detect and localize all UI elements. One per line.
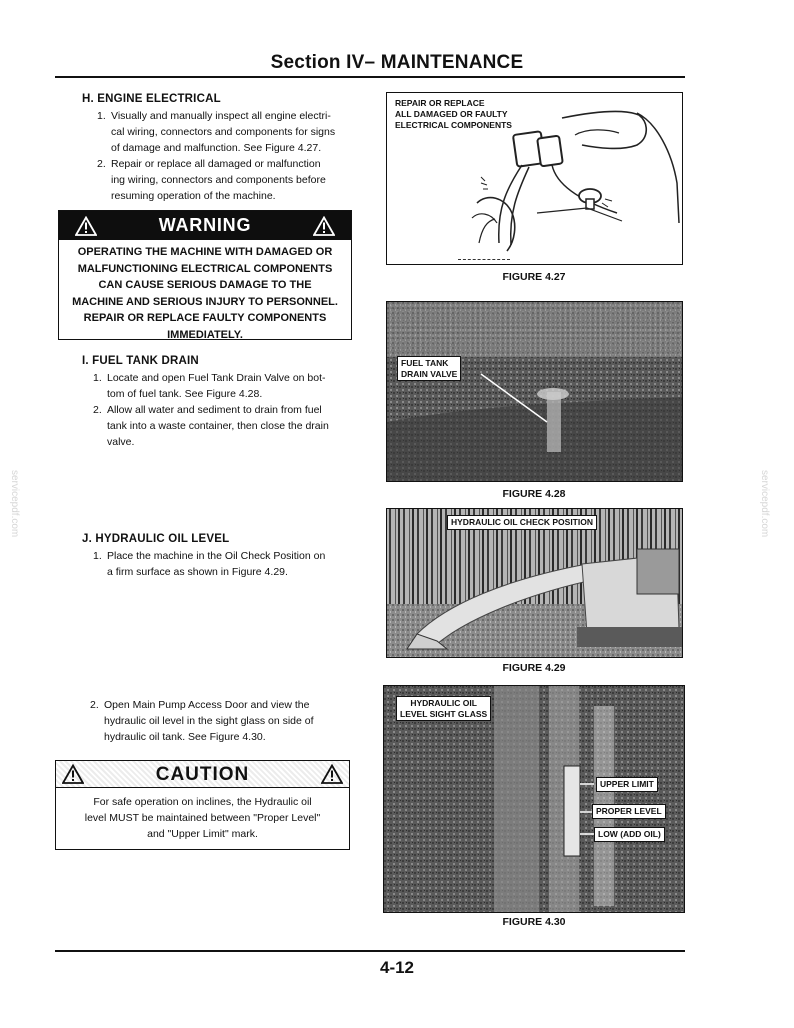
step-item: [90, 697, 355, 745]
warning-label: WARNING: [158, 215, 252, 235]
section-j-heading: J. HYDRAULIC OIL LEVEL: [82, 533, 230, 545]
figure-4-29-callout: HYDRAULIC OIL CHECK POSITION: [447, 515, 597, 530]
figure-4-28-image: [386, 301, 683, 482]
proper-level-label: PROPER LEVEL: [592, 804, 666, 819]
step-text: Visually and manually inspect all engine electri- cal wiring, connectors and components for signs of damage and malfunction. See Figure 4.27.: [111, 110, 336, 154]
upper-limit-label: UPPER LIMIT: [596, 777, 658, 792]
caution-text: [56, 788, 349, 842]
step-number: 2.: [93, 404, 102, 416]
footer-rule: [55, 950, 685, 952]
figure-4-29-image: [386, 508, 683, 658]
figure-4-27-callout: [395, 98, 545, 131]
text-line: MACHINE AND SERIOUS INJURY TO PERSONNEL.: [72, 295, 338, 308]
figure-4-27-caption: FIGURE 4.27: [502, 271, 566, 283]
warning-triangle-icon: [75, 216, 97, 236]
section-h-steps: [97, 108, 357, 204]
step-item: [93, 370, 358, 402]
figure-4-27-dashline: [458, 259, 510, 260]
text-line: ELECTRICAL COMPONENTS: [395, 120, 512, 130]
step-text: Allow all water and sediment to drain from fuel tank into a waste container, then close the drain valve.: [107, 404, 329, 448]
step-number: 1.: [97, 110, 106, 122]
step-text: Open Main Pump Access Door and view the hydraulic oil level in the sight glass on side of hydraulic oil tank. See Figure 4.30.: [104, 699, 314, 743]
caution-label: CAUTION: [155, 764, 250, 785]
caution-header: [56, 761, 349, 788]
text-line: CAN CAUSE SERIOUS DAMAGE TO THE: [98, 279, 312, 291]
warning-box: [58, 210, 352, 340]
caution-triangle-icon: [321, 764, 343, 784]
header-rule: [55, 76, 685, 78]
step-item: [97, 156, 357, 204]
step-item: [93, 548, 358, 580]
step-number: 2.: [97, 158, 106, 170]
text-line: LEVEL SIGHT GLASS: [400, 708, 488, 719]
step-number: 1.: [93, 550, 102, 562]
page-number: 4-12: [379, 958, 415, 977]
text-line: REPAIR OR REPLACE: [395, 98, 485, 108]
figure-4-30-caption: FIGURE 4.30: [502, 916, 566, 928]
text-line: OPERATING THE MACHINE WITH DAMAGED OR: [77, 246, 333, 258]
step-text: Place the machine in the Oil Check Position on a firm surface as shown in Figure 4.29.: [107, 550, 326, 578]
text-line: level MUST be maintained between "Proper Level": [84, 812, 321, 824]
section-j-steps: [93, 548, 358, 580]
text-line: MALFUNCTIONING ELECTRICAL COMPONENTS: [77, 262, 333, 275]
text-line: IMMEDIATELY.: [167, 328, 243, 341]
fuel-tank-photo: [387, 302, 683, 482]
watermark-left: servicepdf.com: [9, 470, 20, 538]
text-line: DRAIN VALVE: [401, 368, 458, 379]
text-line: For safe operation on inclines, the Hydraulic oil: [93, 796, 312, 808]
low-add-oil-label: LOW (ADD OIL): [594, 827, 665, 842]
section-i-steps: [93, 370, 358, 450]
figure-4-28-callout: [397, 356, 461, 381]
step-item: [93, 402, 358, 450]
section-h-heading: H. ENGINE ELECTRICAL: [82, 93, 221, 105]
figure-4-28-caption: FIGURE 4.28: [502, 488, 566, 500]
step-text: Repair or replace all damaged or malfunction ing wiring, connectors and components before resuming operation of the machine.: [111, 158, 326, 202]
figure-4-30-callout: [396, 696, 491, 721]
text-line: ALL DAMAGED OR FAULTY: [395, 109, 508, 119]
step-number: 2.: [90, 699, 99, 711]
text-line: FUEL TANK: [401, 358, 449, 368]
page-title: Section IV– MAINTENANCE: [270, 52, 524, 73]
warning-triangle-icon: [313, 216, 335, 236]
caution-box: [55, 760, 350, 850]
figure-4-29-caption: FIGURE 4.29: [502, 662, 566, 674]
section-i-heading: I. FUEL TANK DRAIN: [82, 355, 199, 367]
text-line: HYDRAULIC OIL: [410, 698, 477, 708]
excavator-oil-check-photo: [387, 509, 683, 658]
step-number: 1.: [93, 372, 102, 384]
watermark-right: servicepdf.com: [759, 470, 770, 538]
section-j-steps-2: [90, 697, 355, 745]
step-text: Locate and open Fuel Tank Drain Valve on bot- tom of fuel tank. See Figure 4.28.: [107, 372, 326, 400]
step-item: [97, 108, 357, 156]
text-line: REPAIR OR REPLACE FAULTY COMPONENTS: [83, 312, 327, 324]
text-line: and "Upper Limit" mark.: [147, 828, 258, 840]
warning-text: [59, 240, 351, 343]
warning-header: [59, 211, 351, 240]
